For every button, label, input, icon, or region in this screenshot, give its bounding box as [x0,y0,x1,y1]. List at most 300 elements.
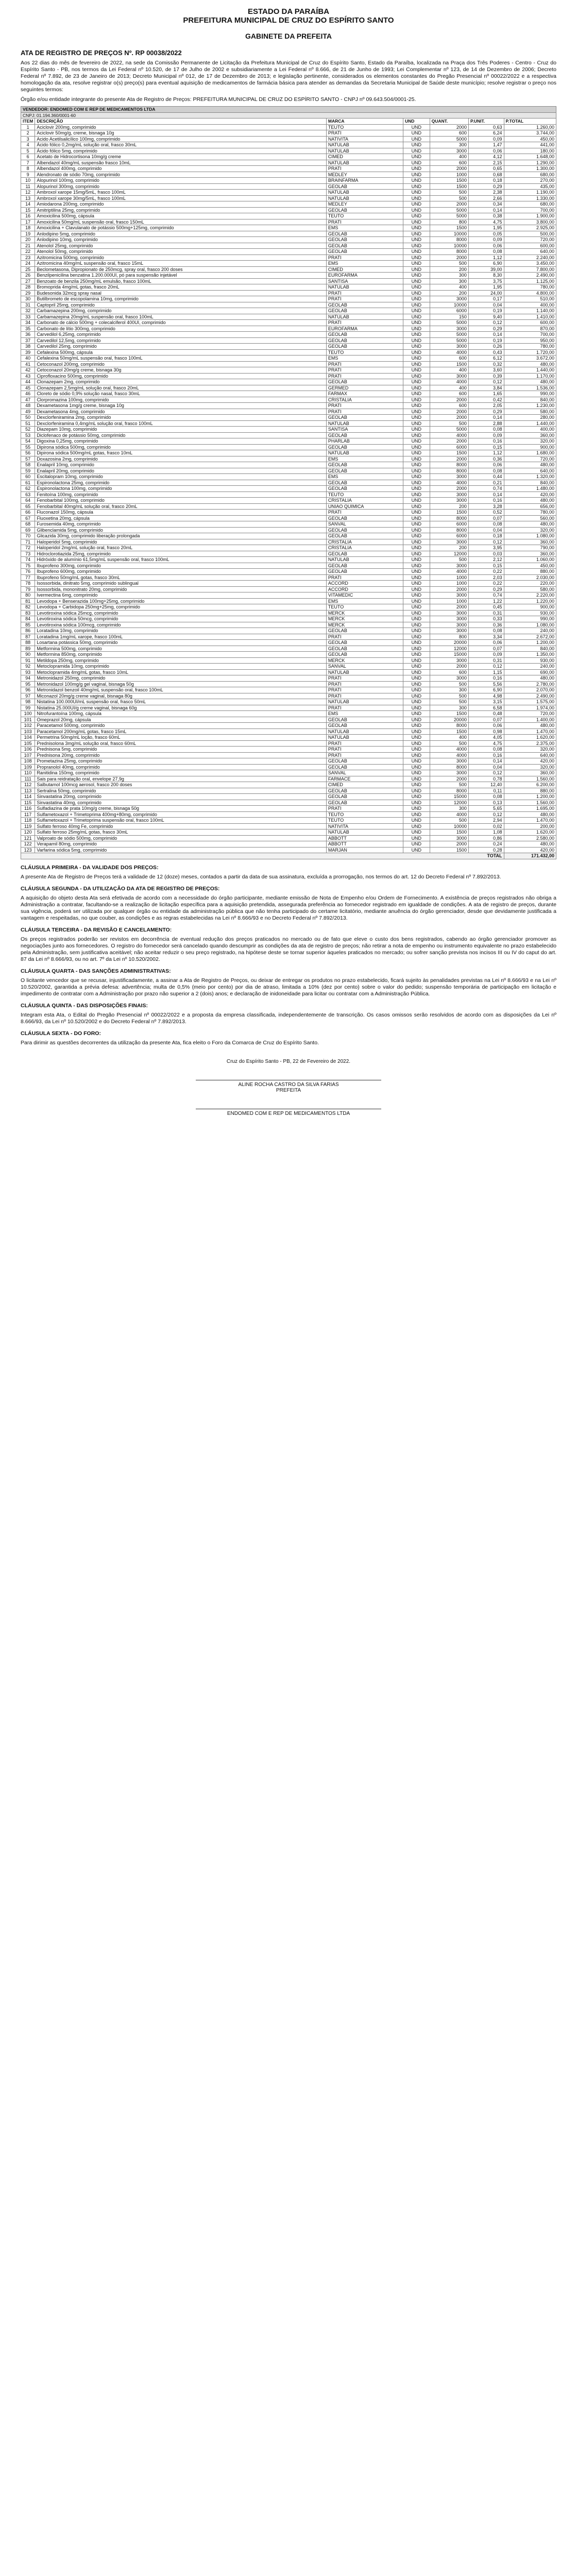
item-number: 98 [21,699,35,705]
table-row [21,800,556,806]
item-quantity: 8000 [430,462,468,468]
item-unit-price: 1,08 [468,829,504,836]
item-unit: UND [403,462,430,468]
item-quantity: 3000 [430,373,468,379]
clause-text: Integram esta Ata, o Edital do Pregão Presencial nº 00022/2022 e a proposta da empresa classificada, independentemente de transcrição. Os casos omissos serão resolvidos de acordo com as disposições da Lei nº 8.666/93, da Lei nº 10.520/2002 e do Decreto Federal nº 7.892/2013. [21,1011,556,1025]
item-number: 8 [21,166,35,172]
item-brand: EUROFARMA [326,273,403,279]
table-row [21,693,556,699]
item-unit: UND [403,764,430,770]
clause-text: O licitante vencedor que se recusar, injustificadamente, a assinar a Ata de Registro de Preços, ou deixar de entregar os produtos no prazo estabelecido, ficará sujeito às penalidades previstas na Lei nº 8.666/93 e na Lei nº 10.520/2002, garantida a prévia defesa: advertência; multa de 0,5% (meio por cento) por dia de atraso, limitada a 10% (dez por cento) sobre o valor do pedido; suspensão temporária de participação em licitação e impedimento de contratar com a Administração por prazo não superior a 2 (dois) anos; e declaração de inidoneidade para licitar ou contratar com a Administração Pública. [21,977,556,997]
item-description: Isossorbida, mononitrato 20mg, comprimido [35,586,327,592]
item-unit-price: 0,03 [468,551,504,557]
item-total-price: 580,00 [504,586,556,592]
item-total-price: 1.290,00 [504,160,556,166]
item-unit-price: 0,11 [468,788,504,794]
item-unit: UND [403,758,430,765]
table-row [21,569,556,575]
item-quantity: 1500 [430,225,468,231]
item-total-price: 320,00 [504,764,556,770]
item-unit: UND [403,492,430,498]
item-unit-price: 24,00 [468,290,504,296]
item-quantity: 2000 [430,604,468,611]
item-number: 97 [21,693,35,699]
item-description: Azitromicina 500mg, comprimido [35,255,327,261]
item-quantity: 8000 [430,527,468,533]
item-unit-price: 0,63 [468,124,504,130]
item-quantity: 200 [430,545,468,551]
table-row [21,367,556,374]
item-number: 53 [21,432,35,438]
item-total-price: 2.490,00 [504,693,556,699]
item-total-price: 680,00 [504,201,556,208]
item-total-price: 1.320,00 [504,474,556,480]
item-unit: UND [403,574,430,581]
item-number: 30 [21,296,35,302]
item-number: 100 [21,711,35,717]
item-description: Doxazosina 2mg, comprimido [35,456,327,462]
item-quantity: 500 [430,420,468,427]
column-header-description: DESCRIÇÃO [35,118,327,125]
item-brand: GEOLAB [326,515,403,521]
item-total-price: 1.560,00 [504,800,556,806]
item-brand: EMS [326,598,403,604]
item-total-price: 580,00 [504,409,556,415]
item-total-price: 1.470,00 [504,818,556,824]
clause-text: A presente Ata de Registro de Preços terá a validade de 12 (doze) meses, contados a partir da data de sua assinatura, excluída a prorrogação, nos termos do art. 12 do Decreto Federal nº 7.892/2013. [21,873,501,880]
table-row [21,640,556,646]
item-total-price: 780,00 [504,284,556,291]
item-unit-price: 0,16 [468,675,504,682]
item-total-price: 2.672,00 [504,634,556,640]
item-unit-price: 39,00 [468,266,504,273]
item-brand: EMS [326,225,403,231]
item-unit-price: 0,29 [468,326,504,332]
item-brand: GEOLAB [326,302,403,308]
item-total-price: 640,00 [504,752,556,758]
item-number: 59 [21,468,35,474]
item-unit: UND [403,183,430,190]
item-unit-price: 0,21 [468,480,504,486]
item-quantity: 500 [430,782,468,788]
item-number: 99 [21,705,35,711]
item-number: 48 [21,403,35,409]
item-unit-price: 0,08 [468,249,504,255]
table-row [21,539,556,545]
item-unit-price: 0,39 [468,373,504,379]
item-unit: UND [403,657,430,664]
item-brand: PRATI [326,693,403,699]
item-quantity: 3000 [430,758,468,765]
item-unit: UND [403,604,430,611]
item-number: 66 [21,510,35,516]
item-number: 85 [21,622,35,628]
item-quantity: 4000 [430,349,468,355]
item-description: Ácido fólico 5mg, comprimido [35,148,327,154]
item-description: Amiodarona 200mg, comprimido [35,201,327,208]
item-unit-price: 0,14 [468,332,504,338]
table-row [21,349,556,355]
item-brand: PRATI [326,290,403,296]
table-row [21,622,556,628]
item-description: Amoxicilina + Clavulanato de potássio 500mg+125mg, comprimido [35,225,327,231]
item-unit-price: 1,65 [468,391,504,397]
item-description: Acetato de Hidrocortisona 10mg/g creme [35,154,327,160]
item-unit: UND [403,581,430,587]
item-unit: UND [403,788,430,794]
table-row [21,432,556,438]
vendor-signature-name: ENDOMED COM E REP DE MEDICAMENTOS LTDA [227,1110,350,1116]
item-unit: UND [403,314,430,320]
table-row [21,207,556,213]
item-total-price: 680,00 [504,172,556,178]
item-total-price: 2.070,00 [504,687,556,693]
item-brand: GEOLAB [326,243,403,249]
item-unit: UND [403,427,430,433]
table-row [21,782,556,788]
item-brand: CIMED [326,266,403,273]
item-unit: UND [403,652,430,658]
item-brand: PRATI [326,409,403,415]
item-unit: UND [403,213,430,219]
item-unit-price: 0,78 [468,776,504,782]
item-quantity: 8000 [430,515,468,521]
vendor-name: VENDEDOR: ENDOMED COM E REP DE MEDICAMENTOS LTDA [21,107,556,113]
item-brand: GEOLAB [326,758,403,765]
item-total-price: 420,00 [504,758,556,765]
item-description: Nistatina 100.000UI/mL suspensão oral, frasco 50mL [35,699,327,705]
item-unit-price: 4,75 [468,740,504,747]
item-unit-price: 0,28 [468,847,504,853]
item-total-price: 1.080,00 [504,533,556,539]
item-unit: UND [403,723,430,729]
item-brand: NATULAB [326,160,403,166]
item-unit-price: 4,98 [468,693,504,699]
item-quantity: 3000 [430,344,468,350]
item-number: 120 [21,829,35,836]
item-description: Prednisona 5mg, comprimido [35,747,327,753]
item-unit-price: 0,14 [468,492,504,498]
item-number: 17 [21,219,35,225]
item-brand: FARMACE [326,776,403,782]
item-unit: UND [403,231,430,237]
table-row [21,521,556,528]
item-description: Prednisolona 3mg/mL solução oral, frasco 60mL [35,740,327,747]
table-row [21,160,556,166]
item-number: 1 [21,124,35,130]
item-total-price: 2.490,00 [504,273,556,279]
item-total-price: 656,00 [504,503,556,510]
item-brand: CRISTALIA [326,397,403,403]
table-row [21,740,556,747]
item-description: Sertralina 50mg, comprimido [35,788,327,794]
item-brand: UNIAO QUIMICA [326,503,403,510]
item-description: Ibuprofeno 600mg, comprimido [35,569,327,575]
item-number: 94 [21,675,35,682]
table-row [21,687,556,693]
item-number: 82 [21,604,35,611]
table-row [21,669,556,675]
item-number: 62 [21,486,35,492]
item-total-price: 1.974,00 [504,705,556,711]
item-unit: UND [403,178,430,184]
item-description: Hidróxido de alumínio 61,5mg/mL suspensão oral, frasco 100mL [35,557,327,563]
table-row [21,598,556,604]
mayor-name: ALINE ROCHA CASTRO DA SILVA FARIAS [238,1081,339,1088]
item-brand: PRATI [326,296,403,302]
item-quantity: 3000 [430,592,468,599]
item-total-price: 441,00 [504,142,556,148]
item-unit: UND [403,403,430,409]
item-description: Metformina 500mg, comprimido [35,646,327,652]
table-row [21,249,556,255]
item-description: Amitriptilina 25mg, comprimido [35,207,327,213]
item-total-price: 1.170,00 [504,373,556,379]
item-quantity: 1500 [430,829,468,836]
item-description: Bromoprida 4mg/mL gotas, frasco 20mL [35,284,327,291]
item-quantity: 15000 [430,794,468,800]
item-number: 60 [21,474,35,480]
item-quantity: 2000 [430,776,468,782]
item-description: Nitrofurantoína 100mg, cápsula [35,711,327,717]
item-unit: UND [403,266,430,273]
item-quantity: 200 [430,503,468,510]
table-row [21,829,556,836]
item-quantity: 500 [430,740,468,747]
item-brand: ACCORD [326,581,403,587]
item-unit: UND [403,261,430,267]
table-row [21,581,556,587]
item-quantity: 2000 [430,201,468,208]
column-header-brand: MARCA [326,118,403,125]
item-unit: UND [403,711,430,717]
item-brand: PRATI [326,361,403,367]
item-quantity: 2000 [430,124,468,130]
table-row [21,681,556,687]
table-row [21,450,556,456]
table-row [21,616,556,622]
item-number: 90 [21,652,35,658]
item-total-price: 480,00 [504,379,556,385]
item-quantity: 4000 [430,752,468,758]
item-unit-price: 0,36 [468,622,504,628]
signature-block [21,1059,556,1116]
item-description: Clonazepam 2,5mg/mL solução oral, frasco 20mL [35,385,327,391]
item-description: Carbonato de lítio 300mg, comprimido [35,326,327,332]
item-unit: UND [403,835,430,841]
item-quantity: 400 [430,735,468,741]
item-description: Loratadina 1mg/mL xarope, frasco 100mL [35,634,327,640]
item-brand: BRAINFARMA [326,178,403,184]
item-unit-price: 0,06 [468,148,504,154]
item-total-price: 450,00 [504,136,556,142]
item-brand: PRATI [326,574,403,581]
item-unit-price: 0,38 [468,213,504,219]
item-brand: GEOLAB [326,379,403,385]
item-number: 47 [21,397,35,403]
item-number: 95 [21,681,35,687]
item-unit-price: 0,52 [468,510,504,516]
table-row [21,503,556,510]
table-row [21,835,556,841]
table-row [21,403,556,409]
item-total-price: 560,00 [504,515,556,521]
item-description: Carvedilol 12,5mg, comprimido [35,337,327,344]
item-brand: PRATI [326,634,403,640]
item-number: 50 [21,415,35,421]
item-unit: UND [403,154,430,160]
item-unit-price: 6,90 [468,261,504,267]
item-unit: UND [403,391,430,397]
item-quantity: 6000 [430,444,468,450]
table-row [21,261,556,267]
item-description: Dexclorfeniramina 2mg, comprimido [35,415,327,421]
item-unit: UND [403,219,430,225]
item-description: Sinvastatina 20mg, comprimido [35,794,327,800]
item-unit: UND [403,551,430,557]
item-total-price: 1.260,00 [504,124,556,130]
item-unit-price: 0,08 [468,747,504,753]
item-quantity: 3000 [430,326,468,332]
item-number: 108 [21,758,35,765]
item-unit-price: 0,29 [468,586,504,592]
item-total-price: 840,00 [504,397,556,403]
table-row [21,444,556,450]
item-total-price: 1.125,00 [504,278,556,284]
item-total-price: 320,00 [504,747,556,753]
table-row [21,527,556,533]
item-description: Fenobarbital 40mg/mL solução oral, frasco 20mL [35,503,327,510]
item-unit-price: 0,29 [468,409,504,415]
item-description: Isossorbida, dinitrato 5mg, comprimido sublingual [35,581,327,587]
item-description: Prednisona 20mg, comprimido [35,752,327,758]
item-brand: EMS [326,474,403,480]
item-unit-price: 0,08 [468,521,504,528]
table-row [21,563,556,569]
item-unit-price: 0,16 [468,438,504,445]
table-row [21,154,556,160]
item-brand: NATULAB [326,190,403,196]
item-total-price: 480,00 [504,462,556,468]
item-description: Fenobarbital 100mg, comprimido [35,498,327,504]
item-total-price: 1.400,00 [504,717,556,723]
item-unit: UND [403,569,430,575]
item-unit: UND [403,728,430,735]
item-number: 75 [21,563,35,569]
item-number: 43 [21,373,35,379]
item-unit: UND [403,823,430,829]
item-number: 114 [21,794,35,800]
item-description: Azitromicina 40mg/mL suspensão oral, frasco 15mL [35,261,327,267]
item-brand: SANVAL [326,521,403,528]
table-row [21,344,556,350]
item-number: 57 [21,456,35,462]
item-description: Ibuprofeno 50mg/mL gotas, frasco 30mL [35,574,327,581]
table-row [21,183,556,190]
item-description: Metoclopramida 10mg, comprimido [35,664,327,670]
item-number: 115 [21,800,35,806]
item-quantity: 4000 [430,811,468,818]
signature-line-vendor [196,1109,381,1116]
item-description: Verapamil 80mg, comprimido [35,841,327,848]
item-brand: CIMED [326,782,403,788]
item-total-price: 480,00 [504,723,556,729]
item-number: 32 [21,308,35,314]
item-number: 55 [21,444,35,450]
item-unit-price: 0,15 [468,563,504,569]
item-total-price: 700,00 [504,332,556,338]
item-brand: MERCK [326,622,403,628]
item-unit: UND [403,420,430,427]
item-unit-price: 2,94 [468,818,504,824]
item-description: Sais para reidratação oral, envelope 27,9g [35,776,327,782]
item-quantity: 1500 [430,178,468,184]
item-unit-price: 0,33 [468,616,504,622]
state-name: ESTADO DA PARAÍBA [247,7,330,16]
table-row [21,586,556,592]
item-description: Glibenclamida 5mg, comprimido [35,527,327,533]
item-quantity: 600 [430,391,468,397]
item-unit: UND [403,747,430,753]
item-brand: NATULAB [326,148,403,154]
item-quantity: 400 [430,385,468,391]
item-unit: UND [403,136,430,142]
item-total-price: 480,00 [504,498,556,504]
item-quantity: 1500 [430,510,468,516]
item-unit-price: 6,58 [468,705,504,711]
table-row [21,652,556,658]
item-brand: GEOLAB [326,308,403,314]
item-total-price: 700,00 [504,207,556,213]
item-unit-price: 0,34 [468,201,504,208]
item-unit: UND [403,225,430,231]
item-quantity: 500 [430,681,468,687]
table-row [21,219,556,225]
item-total-price: 950,00 [504,337,556,344]
clause-title: CLÁUSULA TERCEIRA - DA REVISÃO E CANCELAMENTO: [21,926,172,933]
item-unit: UND [403,195,430,201]
item-number: 69 [21,527,35,533]
item-unit: UND [403,367,430,374]
item-brand: GEOLAB [326,237,403,243]
item-brand: PRATI [326,510,403,516]
item-number: 96 [21,687,35,693]
item-number: 64 [21,498,35,504]
table-row [21,361,556,367]
item-description: Albendazol 400mg, comprimido [35,166,327,172]
item-total-price: 480,00 [504,361,556,367]
item-unit: UND [403,432,430,438]
item-number: 29 [21,290,35,296]
item-brand: ABBOTT [326,835,403,841]
item-unit-price: 2,88 [468,420,504,427]
item-unit-price: 0,18 [468,533,504,539]
item-number: 34 [21,320,35,326]
item-description: Miconazol 20mg/g creme vaginal, bisnaga 80g [35,693,327,699]
item-unit: UND [403,172,430,178]
item-total-price: 1.560,00 [504,776,556,782]
item-total-price: 1.470,00 [504,728,556,735]
item-brand: GEOLAB [326,462,403,468]
item-unit: UND [403,190,430,196]
item-number: 71 [21,539,35,545]
item-unit: UND [403,486,430,492]
item-brand: GEOLAB [326,652,403,658]
item-description: Alendronato de sódio 70mg, comprimido [35,172,327,178]
vendor-row [21,107,556,113]
table-row [21,480,556,486]
item-unit-price: 0,13 [468,800,504,806]
